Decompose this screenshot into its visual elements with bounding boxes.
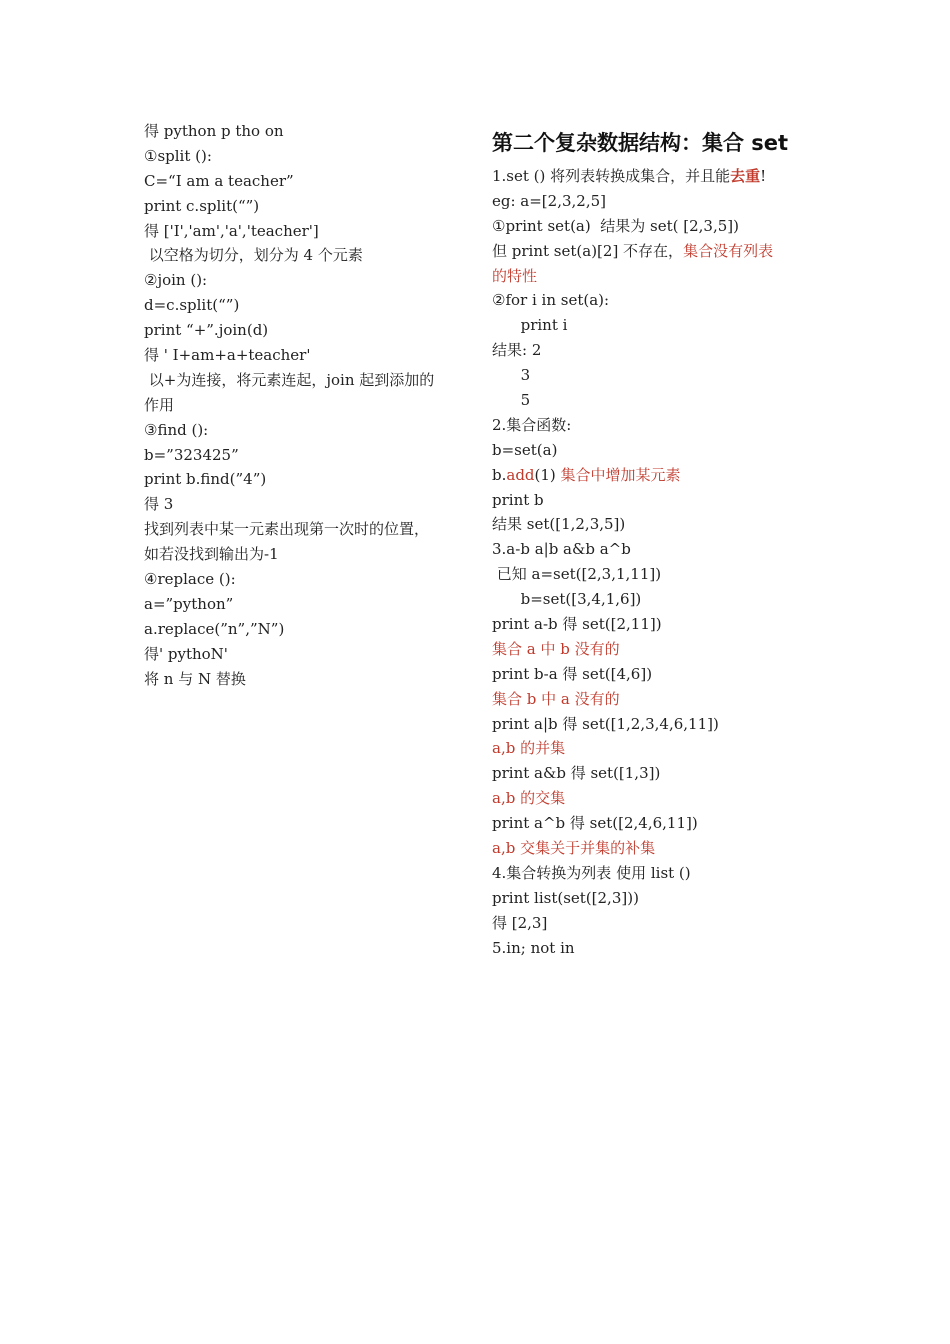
right-line [492, 811, 822, 836]
right-line [492, 662, 822, 687]
right-line [492, 786, 822, 811]
right-text: 集合 b 中 a 没有的 [492, 689, 620, 708]
right-text: b=set([3,4,1,6]) [492, 590, 642, 609]
right-line [492, 537, 822, 562]
right-line [492, 836, 822, 861]
left-text: ④replace (): [144, 570, 236, 589]
left-text: print b.find(”4”) [144, 470, 267, 489]
left-text: ③find (): [144, 420, 209, 439]
right-line [492, 338, 822, 363]
left-line [144, 667, 474, 692]
right-text: 得 [2,3] [492, 913, 548, 932]
right-text: eg: a=[2,3,2,5] [492, 191, 606, 210]
right-line [492, 911, 822, 936]
left-text: 以空格为切分，划分为 4 个元素 [144, 246, 363, 265]
left-line [144, 219, 474, 244]
section-heading-set: 第二个复杂数据结构：集合 set [492, 131, 789, 155]
left-line [144, 542, 474, 567]
left-line [144, 492, 474, 517]
right-text: 5.in; not in [492, 938, 575, 957]
right-line [492, 239, 822, 264]
right-line [492, 363, 822, 388]
right-line [492, 313, 822, 338]
right-line [492, 488, 822, 513]
left-line [144, 293, 474, 318]
right-line [492, 164, 822, 189]
left-line [144, 517, 474, 542]
left-line [144, 617, 474, 642]
right-text: 2.集合函数: [492, 415, 572, 434]
left-text: 得 ' I+am+a+teacher' [144, 346, 311, 365]
right-line [492, 736, 822, 761]
right-text: ①print set(a) 结果为 set( [2,3,5]) [492, 216, 739, 235]
right-line [492, 512, 822, 537]
right-line [492, 861, 822, 886]
right-text: 去重 [730, 167, 761, 185]
right-line [492, 761, 822, 786]
left-text: print “+”.join(d) [144, 321, 269, 340]
left-text: 找到列表中某一元素出现第一次时的位置， [144, 520, 430, 539]
right-line [492, 587, 822, 612]
left-text: a.replace(”n”,”N”) [144, 619, 285, 638]
right-text: 集合没有列表 [683, 241, 774, 260]
left-text: 得 python p tho on [144, 122, 284, 140]
left-line [144, 243, 474, 268]
left-text: C=“I am a teacher” [144, 171, 294, 190]
right-text: 但 print set(a)[2] 不存在， [492, 241, 684, 260]
right-column [492, 128, 822, 961]
left-text: 将 n 与 N 替换 [144, 669, 246, 688]
left-line [144, 368, 474, 393]
right-line [492, 637, 822, 662]
right-text: print a&b 得 set([1,3]) [492, 764, 661, 783]
right-line [492, 463, 822, 488]
right-text: print i [492, 316, 568, 335]
right-line [492, 612, 822, 637]
right-text: 集合中增加某元素 [560, 465, 681, 484]
right-line [492, 189, 822, 214]
right-lines [492, 164, 822, 961]
right-text: print b-a 得 set([4,6]) [492, 664, 653, 683]
left-line [144, 144, 474, 169]
left-text: ②join (): [144, 271, 208, 290]
right-text: add [506, 465, 535, 484]
left-text: 作用 [144, 395, 175, 414]
left-line [144, 318, 474, 343]
right-text: b=set(a) [492, 440, 558, 459]
left-line [144, 343, 474, 368]
right-text: print a-b 得 set([2,11]) [492, 615, 662, 634]
right-line [492, 562, 822, 587]
left-text: b=”323425” [144, 445, 239, 464]
left-text: 得 3 [144, 495, 174, 514]
left-text: a=”python” [144, 594, 234, 613]
right-text: 已知 a=set([2,3,1,11]) [492, 565, 662, 584]
right-line [492, 388, 822, 413]
right-text: ②for i in set(a): [492, 291, 610, 310]
right-line [492, 687, 822, 712]
left-line [144, 268, 474, 293]
right-text: a,b 交集关于并集的补集 [492, 839, 656, 858]
left-line [144, 194, 474, 219]
left-text: 以+为连接，将元素连起，join 起到添加的 [144, 370, 435, 389]
left-line [144, 119, 474, 144]
right-line [492, 288, 822, 313]
right-text: b. [492, 465, 507, 484]
left-line [144, 443, 474, 468]
left-column [144, 119, 474, 691]
right-line [492, 264, 822, 289]
left-text: ①split (): [144, 146, 212, 165]
right-line [492, 936, 822, 961]
right-text: 3 [492, 366, 531, 385]
left-line [144, 169, 474, 194]
right-text: a,b 的交集 [492, 789, 566, 808]
right-text: 3.a-b a|b a&b a^b [492, 540, 631, 559]
right-text: 5 [492, 391, 531, 410]
left-text: 如若没找到输出为-1 [144, 545, 279, 564]
right-text: 结果 set([1,2,3,5]) [492, 515, 626, 534]
right-text: print a^b 得 set([2,4,6,11]) [492, 814, 698, 833]
right-text: print b [492, 490, 544, 509]
left-line [144, 642, 474, 667]
right-text: 4.集合转换为列表 使用 list () [492, 863, 691, 882]
right-text: 结果: 2 [492, 341, 542, 360]
right-text: print list(set([2,3])) [492, 888, 639, 907]
right-line [492, 438, 822, 463]
left-text: d=c.split(“”) [144, 296, 240, 315]
left-line [144, 592, 474, 617]
left-line [144, 418, 474, 443]
left-text: print c.split(“”) [144, 196, 260, 215]
right-text: print a|b 得 set([1,2,3,4,6,11]) [492, 714, 719, 733]
right-text: 1.set () 将列表转换成集合，并且能 [492, 167, 731, 185]
left-line [144, 467, 474, 492]
right-line [492, 214, 822, 239]
right-text: (1) [534, 465, 561, 484]
right-text: ! [760, 167, 767, 185]
left-text: 得' pythoN' [144, 644, 228, 663]
right-text: 的特性 [492, 266, 538, 285]
right-line [492, 413, 822, 438]
right-text: 集合 a 中 b 没有的 [492, 639, 620, 658]
right-line [492, 712, 822, 737]
right-text: a,b 的并集 [492, 739, 566, 758]
right-line [492, 886, 822, 911]
left-text: 得 ['I','am','a','teacher'] [144, 221, 319, 240]
left-line [144, 567, 474, 592]
left-line [144, 393, 474, 418]
